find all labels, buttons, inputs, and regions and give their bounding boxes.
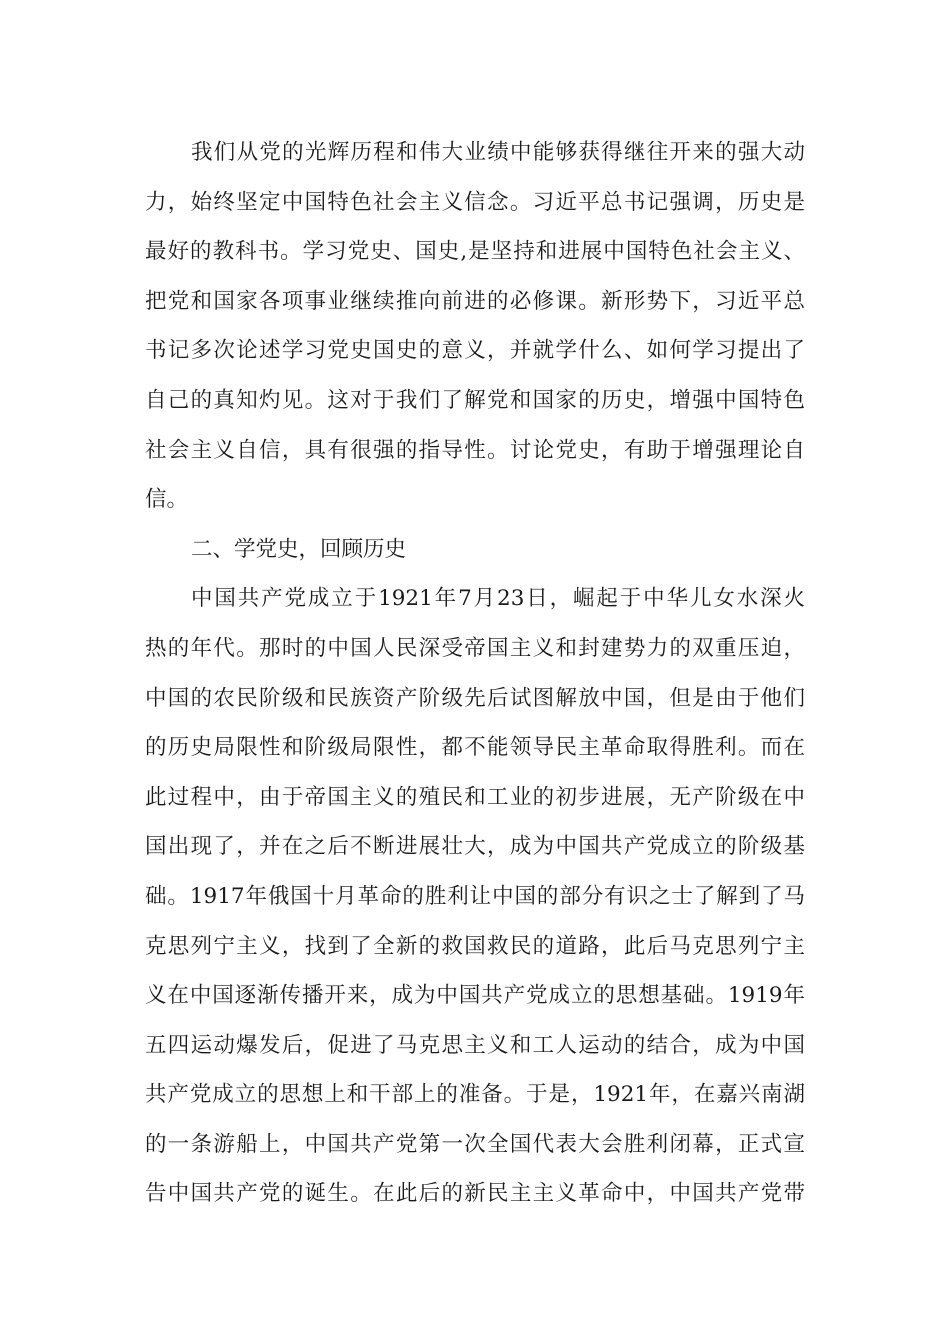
paragraph-1-line-4: 把党和国家各项事业继续推向前进的必修课。新形势下，习近平总 [145,288,805,314]
paragraph-2-line-7: 础。1917年俄国十月革命的胜利让中国的部分有识之士了解到了马 [145,883,805,909]
section-heading: 二、学党史，回顾历史 [191,536,407,562]
paragraph-2-line-13: 告中国共产党的诞生。在此后的新民主主义革命中，中国共产党带 [145,1181,805,1207]
paragraph-2-line-11: 共产党成立的思想上和干部上的准备。于是，1921年，在嘉兴南湖 [145,1082,805,1108]
paragraph-1-line-7: 社会主义自信，具有很强的指导性。讨论党史，有助于增强理论自 [145,437,805,463]
paragraph-2-line-1: 中国共产党成立于1921年7月23日，崛起于中华儿女水深火 [191,586,805,612]
paragraph-2-line-12: 的一条游船上，中国共产党第一次全国代表大会胜利闭幕，正式宣 [145,1131,805,1157]
paragraph-2-line-6: 国出现了，并在之后不断进展壮大，成为中国共产党成立的阶级基 [145,834,805,860]
document-body [145,128,805,1219]
paragraph-1-line-8: 信。 [145,487,189,513]
paragraph-2-line-3: 中国的农民阶级和民族资产阶级先后试图解放中国，但是由于他们 [145,685,805,711]
paragraph-2-line-9: 义在中国逐渐传播开来，成为中国共产党成立的思想基础。1919年 [145,983,805,1009]
paragraph-1-line-6: 自己的真知灼见。这对于我们了解党和国家的历史，增强中国特色 [145,387,805,413]
paragraph-1-line-5: 书记多次论述学习党史国史的意义，并就学什么、如何学习提出了 [145,338,805,364]
paragraph-2-line-10: 五四运动爆发后，促进了马克思主义和工人运动的结合，成为中国 [145,1032,805,1058]
paragraph-1-line-3: 最好的教科书。学习党史、国史,是坚持和进展中国特色社会主义、 [145,239,805,265]
paragraph-2-line-5: 此过程中，由于帝国主义的殖民和工业的初步进展，无产阶级在中 [145,784,805,810]
paragraph-2-line-4: 的历史局限性和阶级局限性，都不能领导民主革命取得胜利。而在 [145,735,805,761]
paragraph-2-line-8: 克思列宁主义，找到了全新的救国救民的道路，此后马克思列宁主 [145,933,805,959]
paragraph-1-line-2: 力，始终坚定中国特色社会主义信念。习近平总书记强调，历史是 [145,189,805,215]
paragraph-2-line-2: 热的年代。那时的中国人民深受帝国主义和封建势力的双重压迫， [145,635,805,661]
paragraph-1-line-1: 我们从党的光辉历程和伟大业绩中能够获得继往开来的强大动 [191,140,805,165]
